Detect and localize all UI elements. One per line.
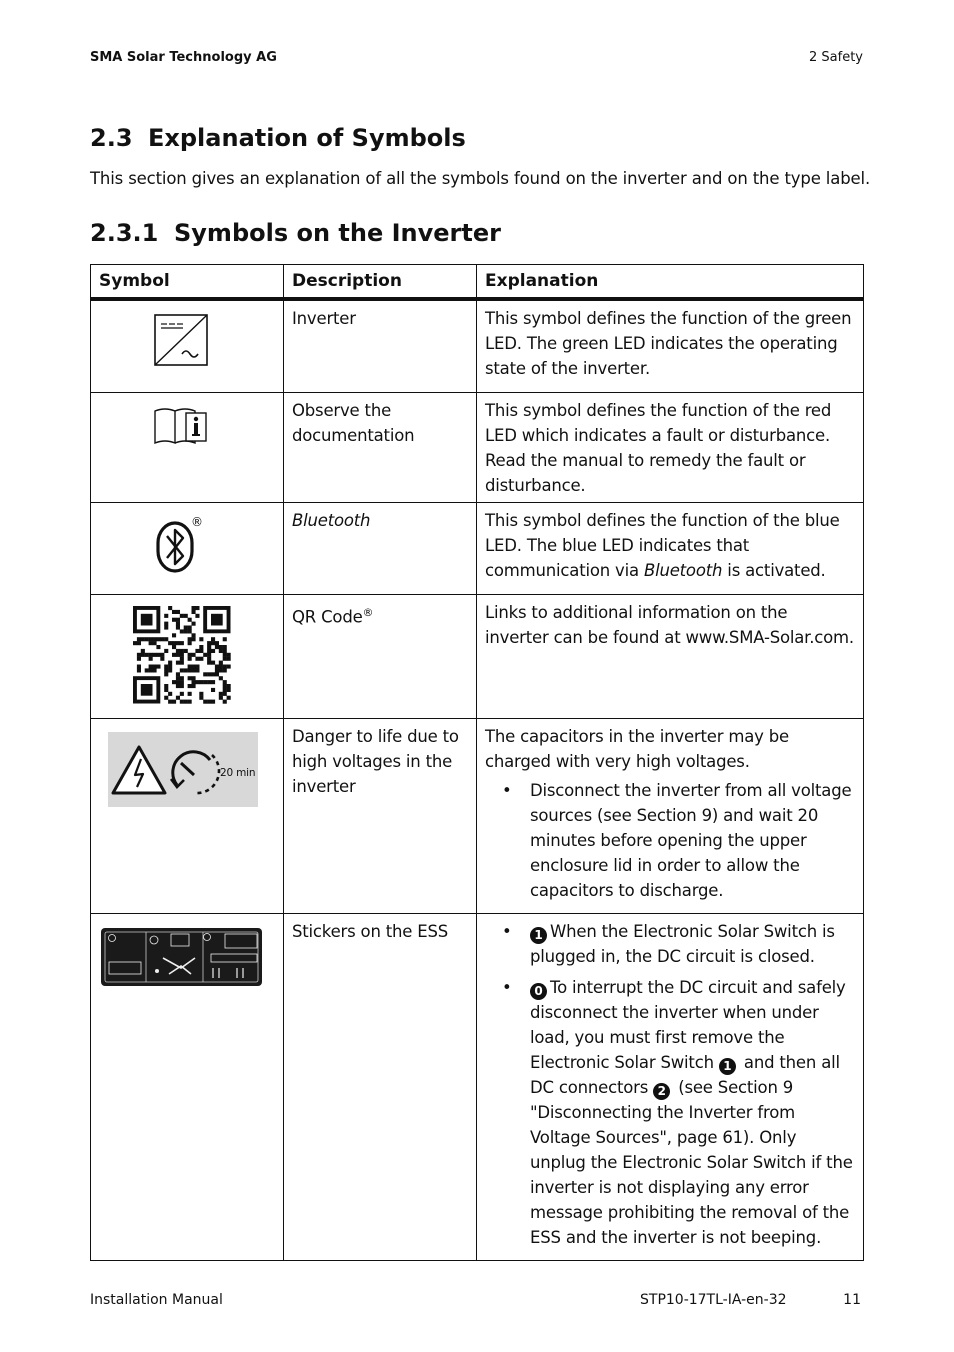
footer-doc-id: STP10-17TL-IA-en-32	[640, 1292, 787, 1308]
symbol-cell	[91, 299, 284, 393]
section-heading	[90, 124, 466, 152]
header-company: SMA Solar Technology AG	[90, 50, 277, 65]
subsection-number: 2.3.1	[90, 219, 159, 247]
bullet-text: To interrupt the DC circuit and safely disconnect the inverter when under load, you must first remove the Electronic Solar Switch	[530, 977, 846, 1072]
bullet-text: (see Section 9 "Disconnecting the Inverter from Voltage Sources", page 61). Only unplug the Electronic Solar Switch if the inverter is not displaying any error message prohibiting the removal of the ESS and the inverter is not beeping.	[530, 1077, 853, 1247]
header-symbol: Symbol	[91, 265, 284, 299]
symbol-cell	[91, 392, 284, 502]
documentation-icon	[91, 393, 284, 477]
bullet-text: Disconnect the inverter from all voltage sources (see Section 9) and wait 20 minutes before opening the upper enclosure lid in order to allow the capacitors to discharge.	[530, 780, 852, 900]
bullet-text: When the Electronic Solar Switch is plugged in, the DC circuit is closed.	[530, 921, 835, 966]
symbol-cell	[91, 594, 284, 718]
explanation-cell: This symbol defines the function of the green LED. The green LED indicates the operating state of the inverter.	[477, 299, 864, 393]
description-text: QR Code	[292, 607, 363, 626]
ess-sticker-icon	[91, 914, 284, 994]
position-1-icon: 1	[719, 1058, 736, 1075]
section-number: 2.3	[90, 124, 133, 152]
footer-manual: Installation Manual	[90, 1292, 223, 1308]
header-chapter: 2 Safety	[809, 50, 863, 65]
explanation-cell: Links to additional information on the inverter can be found at www.SMA-Solar.com.	[477, 594, 864, 718]
description-cell: Observe the documentation	[284, 392, 477, 502]
inverter-icon	[91, 301, 284, 385]
danger-capacitor-icon	[91, 719, 284, 819]
description-cell	[284, 594, 477, 718]
table-row	[91, 913, 864, 1260]
registered-mark: ®	[362, 605, 374, 619]
bullet-text: and then all DC connectors	[530, 1052, 840, 1097]
table-row	[91, 718, 864, 913]
page-number: 11	[843, 1292, 861, 1308]
description-cell: Stickers on the ESS	[284, 913, 477, 1260]
explanation-text: is activated.	[722, 560, 826, 580]
table-row	[91, 299, 864, 393]
description-cell: Danger to life due to high voltages in the inverter	[284, 718, 477, 913]
subsection-heading	[90, 219, 501, 247]
header-explanation: Explanation	[477, 265, 864, 299]
table-row	[91, 392, 864, 502]
list-item: • Disconnect the inverter from all voltage sources (see Section 9) and wait 20 minutes before opening the upper enclosure lid in order to allow the capacitors to discharge.	[502, 780, 852, 900]
section-intro: This section gives an explanation of all the symbols found on the inverter and on the type label.	[90, 169, 871, 188]
header-description: Description	[284, 265, 477, 299]
explanation-text: The capacitors in the inverter may be charged with very high voltages.	[485, 726, 789, 771]
explanation-text: This symbol defines the function of the blue LED. The blue LED indicates that communication via	[485, 510, 840, 580]
explanation-cell	[477, 718, 864, 913]
bluetooth-icon	[91, 503, 284, 587]
position-2-icon: 2	[653, 1083, 670, 1100]
explanation-cell: This symbol defines the function of the red LED which indicates a fault or disturbance. Read the manual to remedy the fault or disturbance.	[477, 392, 864, 502]
symbol-cell	[91, 502, 284, 594]
explanation-cell	[477, 502, 864, 594]
position-0-icon: 0	[530, 983, 547, 1000]
table-header-row	[91, 265, 864, 299]
table-row	[91, 594, 864, 718]
qr-code-icon	[91, 595, 284, 711]
list-item: • 0 To interrupt the DC circuit and safely disconnect the inverter when under load, you must first remove the Electronic Solar Switch 1 and then all DC connectors 2 (see Section 9 "Disconnecting the Inverter from Voltage Sources", page 61). Only unplug the Electronic Solar Switch if the inverter is not displaying any error message prohibiting the removal of the ESS and the inverter is not beeping.	[502, 977, 853, 1247]
bullet-list	[485, 919, 855, 1250]
explanation-cell	[477, 913, 864, 1260]
subsection-title: Symbols on the Inverter	[174, 219, 501, 247]
symbol-cell	[91, 913, 284, 1260]
explanation-italic: Bluetooth	[643, 560, 723, 580]
table-row	[91, 502, 864, 594]
timer-label: 20 min	[220, 766, 256, 779]
position-1-icon: 1	[530, 927, 547, 944]
symbols-table	[90, 264, 864, 1261]
description-cell: Bluetooth	[284, 502, 477, 594]
description-cell: Inverter	[284, 299, 477, 393]
registered-mark: ®	[191, 514, 203, 529]
list-item: • 1 When the Electronic Solar Switch is plugged in, the DC circuit is closed.	[502, 921, 835, 966]
section-title: Explanation of Symbols	[148, 124, 466, 152]
bullet-list	[485, 778, 855, 903]
symbol-cell	[91, 718, 284, 913]
